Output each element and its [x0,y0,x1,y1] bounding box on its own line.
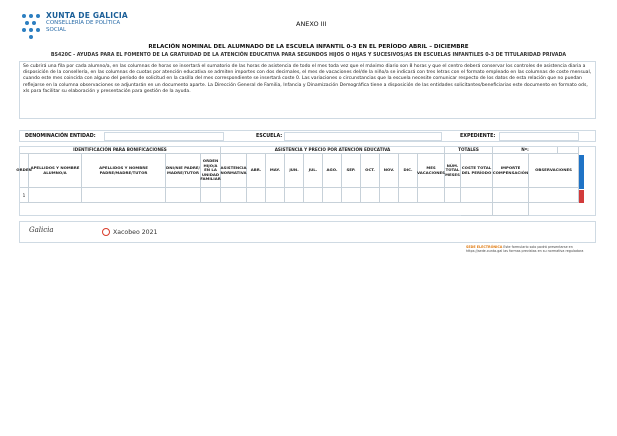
xacobeo-logo [102,228,157,236]
col-month-sep: SEP. [342,154,361,188]
row-student-input[interactable] [29,188,82,203]
group-identification: IDENTIFICACIÓN PARA BONIFICACIONES [20,147,221,154]
row-amount [493,188,529,203]
group-blank [558,147,579,154]
file-number-input[interactable] [499,132,579,141]
row-sep-input[interactable] [342,188,361,203]
row-parent-input[interactable] [82,188,166,203]
annex-label: ANEXO III [296,20,327,28]
col-amount: IMPORTE COMPENSACIÓN [493,154,529,188]
sede-link[interactable]: https://sede.xunta.gal [466,249,503,253]
group-count: Nº: [493,147,558,154]
delete-row-button[interactable] [579,190,584,203]
col-vacation: MES VACACIONES [418,154,445,188]
total-amount-sum [493,203,529,216]
col-month-apr: ABR. [247,154,266,188]
col-month-may: MAY. [266,154,285,188]
entity-input[interactable] [104,132,224,141]
col-month-jul: JUL. [304,154,323,188]
page-subtitle: BS420C - AYUDAS PARA EL FOMENTO DE LA GRATUIDAD DE LA ATENCIÓN EDUCATIVA PARA SEGUNDOS HIJOS O HIJAS Y SUCESIVOS/AS EN ESCUELAS INFANTILES 0-3 DE TITULARIDAD PRIVADA [50,53,567,58]
row-notes-input[interactable] [529,188,579,203]
col-notes: OBSERVACIONES [529,154,579,188]
row-oct-input[interactable] [361,188,380,203]
col-assistance: ASISTENCIA NORMATIVA [221,154,247,188]
col-month-nov: NOV. [380,154,399,188]
students-table [16,146,596,216]
col-parent: APELLIDOS Y NOMBRE PADRE/MADRE/TUTOR [82,154,166,188]
sede-text-3: las formas previstas en su normativa reguladora [503,249,584,253]
col-month-oct: OCT. [361,154,380,188]
group-totals: TOTALES [445,147,493,154]
school-label: ESCUELA: [256,134,283,139]
col-dni: DNI/NIE PADRE/ MADRE/TUTOR [166,154,201,188]
col-total-cost: COSTE TOTAL DEL PERÍODO [461,154,493,188]
entity-label: DENOMINACIÓN ENTIDAD: [25,134,96,139]
xacobeo-text: Xacobeo 2021 [113,228,158,236]
sede-text-1: Este formulario solo podrá presentarse en [503,245,573,249]
row-total-cost [461,188,493,203]
page-title: RELACIÓN NOMINAL DEL ALUMNADO DE LA ESCUELA INFANTIL 0-3 EN EL PERÍODO ABRIL – DICIEMBRE [148,44,469,50]
col-student: APELLIDOS Y NOMBRE ALUMNO/A [29,154,82,188]
col-month-dec: DIC. [399,154,418,188]
row-child-order-input[interactable] [201,188,221,203]
add-row-button[interactable] [579,155,584,189]
org-sub-1: CONSELLERÍA DE POLÍTICA [46,19,121,26]
col-order: ORDEN [20,154,29,188]
row-jul-input[interactable] [304,188,323,203]
col-total-months: NÚM. TOTAL MESES [445,154,461,188]
col-month-jun: JUN. [285,154,304,188]
row-assistance-input[interactable] [221,188,247,203]
instructions-text: Se cubrirá una fila por cada alumno/a, en las columnas de horas se insertará el sumatorio de las horas de asistencia de todo el mes toda vez que el máximo diario son 8 horas y que el centro deberá conservar los controles de asistencia diaria a disposición de la consellería, en las columnas de cuotas por atención educativa se admiten importes con dos decimales, el mes de vacaciones del/de la niño/a se indicará con tres letras con el formato empleado en las columnas de coste mensual, cuando este mes coincida con alguno del período de solicitud en la casilla del mes correspondiente se insertará coste 0. Las variaciones o circunstancias que la escuela necesite comunicar respecto de los datos de esta relación que no puedan reflejarse en la columna observaciones se adjuntarán en un documento aparte. La Dirección General de Familia, Infancia y Dinamización Demográfica tiene a disposición de las entidades solicitantes/beneficiarias este documento en formato ods, xls para facilitar su elaboración y presentación para gestión de la ayuda. [19,61,596,119]
total-cost-sum [461,203,493,216]
xacobeo-icon [102,228,110,236]
row-jun-input[interactable] [285,188,304,203]
row-vacation-input[interactable] [418,188,445,203]
col-child-order: ORDEN HIJO/A EN LA UNIDAD FAMILIAR [201,154,221,188]
org-name: XUNTA DE GALICIA [46,11,128,20]
sede-name: SEDE ELECTRÓNICA [466,245,503,249]
row-dec-input[interactable] [399,188,418,203]
row-nov-input[interactable] [380,188,399,203]
org-sub-2: SOCIAL [46,27,67,33]
galicia-logo: Galicia [29,226,54,234]
file-number-label: EXPEDIENTE: [460,134,496,139]
identification-row [19,130,596,142]
row-aug-input[interactable] [323,188,342,203]
col-month-aug: AGO. [323,154,342,188]
group-attendance: ASISTENCIA Y PRECIO POR ATENCIÓN EDUCATIVA [221,147,445,154]
xunta-emblem-icon [20,12,42,40]
row-order: 1 [20,188,29,203]
xunta-logo [20,12,128,40]
school-input[interactable] [284,132,442,141]
row-may-input[interactable] [266,188,285,203]
footer-logos [19,221,596,243]
row-dni-input[interactable] [166,188,201,203]
row-apr-input[interactable] [247,188,266,203]
row-total-months [445,188,461,203]
sede-notice [466,245,596,253]
